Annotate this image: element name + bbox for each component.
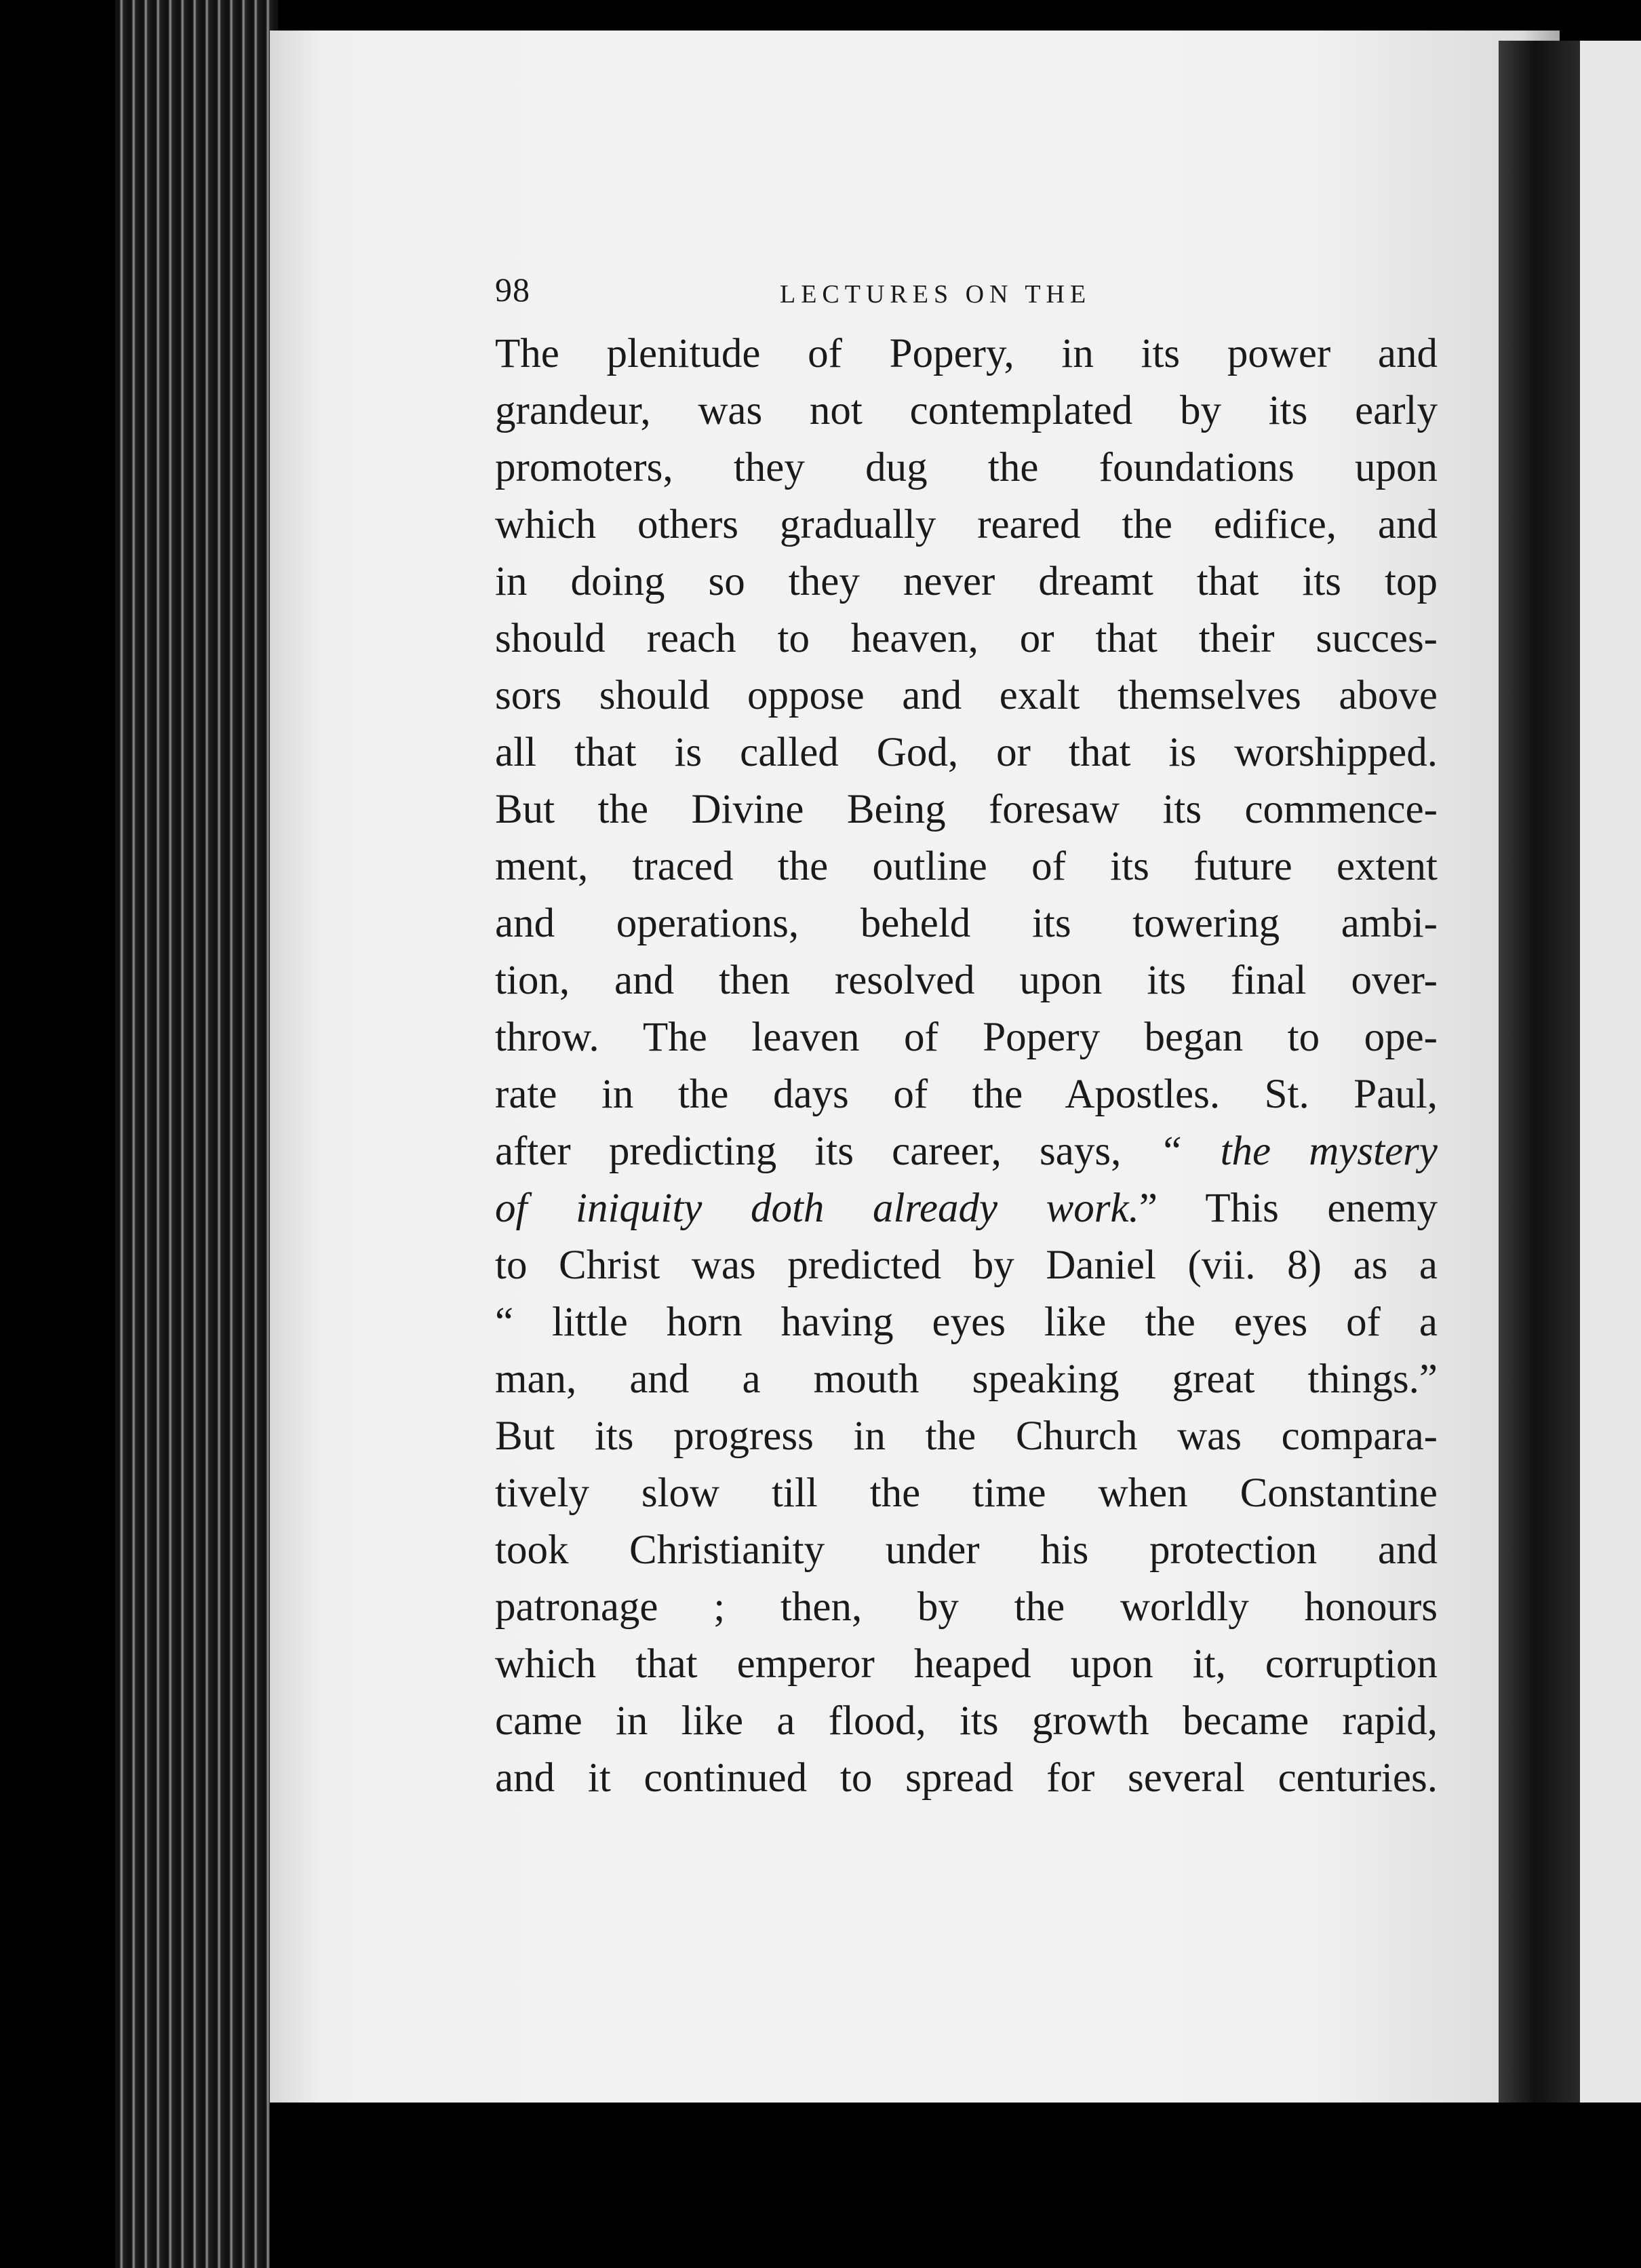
text-line: in doing so they never dreamt that its top xyxy=(495,559,1438,604)
text-line: and operations, beheld its towering ambi- xyxy=(495,901,1438,946)
text-line: came in like a flood, its growth became rapid, xyxy=(495,1698,1438,1744)
text-line: took Christianity under his protection and xyxy=(495,1527,1438,1573)
text-line: “ little horn having eyes like the eyes of a xyxy=(495,1299,1438,1345)
text-line: patronage ; then, by the worldly honours xyxy=(495,1584,1438,1630)
text-segment: after predicting its career, says, xyxy=(495,1129,1160,1174)
text-line: The plenitude of Popery, in its power and xyxy=(495,331,1438,376)
text-line: which that emperor heaped upon it, corruption xyxy=(495,1641,1438,1687)
text-line: all that is called God, or that is worshipped. xyxy=(495,730,1438,775)
page-number: 98 xyxy=(495,271,530,309)
text-line: grandeur, was not contemplated by its early xyxy=(495,388,1438,433)
text-line: tively slow till the time when Constantine xyxy=(495,1470,1438,1516)
text-line xyxy=(495,1180,1438,1237)
text-line: tion, and then resolved upon its final over- xyxy=(495,958,1438,1003)
text-line: and it continued to spread for several centuries. xyxy=(495,1755,1438,1801)
body-text xyxy=(495,326,1438,1807)
text-line: to Christ was predicted by Daniel (vii. 8) as a xyxy=(495,1243,1438,1288)
running-head xyxy=(495,265,1438,326)
text-line: promoters, they dug the foundations upon xyxy=(495,445,1438,490)
text-line: ment, traced the outline of its future extent xyxy=(495,844,1438,889)
text-line: sors should oppose and exalt themselves above xyxy=(495,673,1438,718)
text-block xyxy=(495,265,1438,1807)
text-line: throw. The leaven of Popery began to ope- xyxy=(495,1015,1438,1060)
text-line xyxy=(495,1123,1438,1180)
page-edges xyxy=(115,0,278,2268)
facing-page-edge xyxy=(1580,41,1641,2103)
text-line: should reach to heaven, or that their succes- xyxy=(495,616,1438,661)
text-line: which others gradually reared the edifice, and xyxy=(495,502,1438,547)
italic-quote: of iniquity doth already work. xyxy=(495,1186,1139,1231)
italic-quote: “ the mystery xyxy=(1159,1129,1438,1174)
text-line: rate in the days of the Apostles. St. Paul, xyxy=(495,1072,1438,1117)
book-binding xyxy=(1499,41,1580,2103)
text-line: But the Divine Being foresaw its commence- xyxy=(495,787,1438,832)
running-title: LECTURES ON THE xyxy=(780,280,1092,309)
text-line: But its progress in the Church was compara- xyxy=(495,1413,1438,1459)
text-segment: ” This enemy xyxy=(1139,1186,1438,1231)
text-line: man, and a mouth speaking great things.” xyxy=(495,1356,1438,1402)
bottom-shadow xyxy=(270,2103,1560,2268)
